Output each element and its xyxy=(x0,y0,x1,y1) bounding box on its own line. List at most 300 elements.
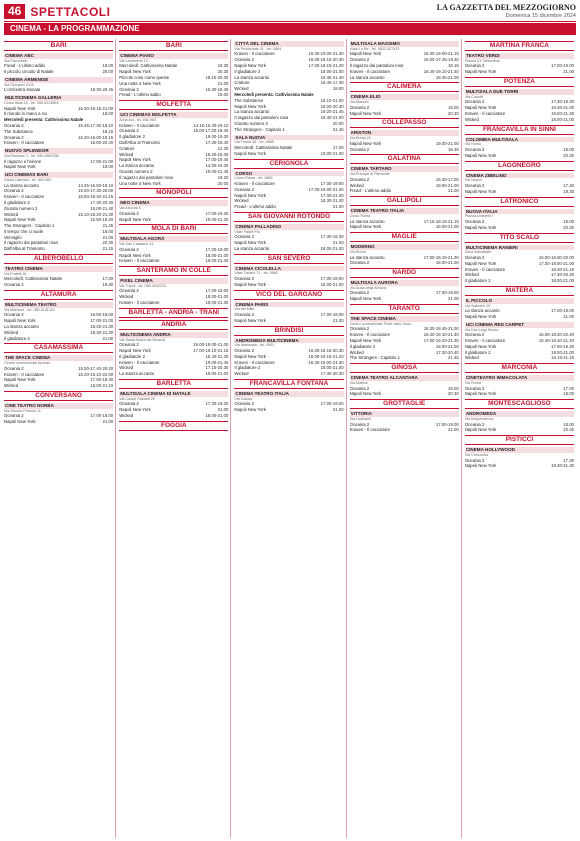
city-heading: SAN GIOVANNI ROTONDO xyxy=(234,212,343,222)
showtimes: 19.00-21.00 xyxy=(205,371,229,377)
film-title: Vermiglio xyxy=(4,234,22,240)
showtimes: 14.15-16.40-19.10 xyxy=(193,122,229,128)
cinema-address: Via Tripoli - tel. 080.3032333 xyxy=(119,283,167,288)
film-title: Napoli New York xyxy=(119,252,151,258)
film-title: Il gladiatore 2 xyxy=(464,349,491,355)
film-title: Wicked xyxy=(349,182,364,188)
cinema-address: Piazza Umberto I xyxy=(464,214,494,219)
film-title: Fread - L'ultimo addio xyxy=(349,188,392,194)
showtimes: 18.40-21.30 xyxy=(205,353,229,359)
showtimes: 21.00 xyxy=(102,419,114,425)
film-row xyxy=(234,282,343,288)
film-row xyxy=(465,225,574,231)
showtimes: 21.00 xyxy=(332,317,344,323)
showtimes: 17.00-21.00 xyxy=(90,318,114,324)
film-title: Il tempo che ci vuole xyxy=(4,228,44,234)
showtimes: 20.30 xyxy=(448,391,459,397)
cinema-name: MULTICINEMA GALLERIA xyxy=(4,95,113,101)
cinema-name: ANDROMEDA xyxy=(465,411,574,417)
showtimes: 18.00 xyxy=(448,385,459,391)
showtimes: 17.00-19.40 xyxy=(90,377,114,383)
film-title: Wicked xyxy=(234,198,249,204)
film-title: Kraven - Il cacciatore xyxy=(119,300,160,306)
showtimes: 18.00-21.00 xyxy=(320,365,344,371)
cinema-address: Via Ciccotti xyxy=(464,94,484,99)
film-title: Oceania 2 xyxy=(234,57,254,63)
film-row xyxy=(119,300,228,306)
film-title: Il gladiatore 2 xyxy=(4,335,30,341)
showtimes: 14.25-16.50-19.10 xyxy=(78,182,114,188)
showtimes: 20.30 xyxy=(563,152,575,158)
film-row xyxy=(119,92,228,98)
event-line: Mercoledì presenta: Cattivissima Natale xyxy=(234,91,314,97)
film-row xyxy=(465,391,574,397)
film-title: Wicked xyxy=(119,413,134,419)
film-title: Napoli New York xyxy=(234,103,266,109)
cinema-name: CINEMA TEATRO ITALIA xyxy=(350,208,459,214)
showtimes: 18.45-21.30 xyxy=(90,324,114,330)
film-title: Kraven - Il cacciatore xyxy=(349,427,390,433)
city-heading: ANDRIA xyxy=(119,320,228,330)
film-title: Kraven - Il cacciatore xyxy=(119,258,160,264)
film-title: Napoli New York xyxy=(464,463,497,469)
showtimes: 17.30 xyxy=(563,182,575,188)
cinema-address: Viale Lo Re - tel. 0832.307433 xyxy=(349,46,400,51)
cinema-address: Via Mazzini xyxy=(349,100,369,105)
cinema-name: MULTISALA DUE TORRI xyxy=(465,89,574,95)
city-heading: GALATINA xyxy=(350,154,459,164)
film-title: Napoli New York xyxy=(4,164,36,170)
film-row xyxy=(350,75,459,81)
cinema-address: Corso Roma - tel. 0885 xyxy=(234,176,273,181)
film-title: Oceania 2 xyxy=(349,385,370,391)
showtimes: 21.00 xyxy=(448,188,459,194)
film-title: Napoli New York xyxy=(4,377,36,383)
showtimes: 18.00-21.00 xyxy=(205,294,229,300)
film-row xyxy=(465,355,574,361)
showtimes: 19.00-21.00 xyxy=(320,150,344,156)
showtimes: 17.00-19.00 xyxy=(205,246,229,252)
film-title: Napoli New York xyxy=(349,140,382,146)
cinema-address: Zona Asi - tel. 892.960 xyxy=(119,117,157,122)
showtimes: 17.00-19.10-21.15 xyxy=(193,348,229,354)
film-title: Napoli New York xyxy=(464,391,497,397)
cinema-address: Via Roma xyxy=(464,381,481,386)
showtimes: 18.00 xyxy=(332,86,344,92)
film-title: Napoli New York xyxy=(349,224,382,230)
film-title: Kraven - Il cacciatore xyxy=(464,266,506,272)
city-heading: MONOPOLI xyxy=(119,188,228,198)
film-title: Napoli New York xyxy=(349,338,382,344)
showtimes: 18.00-21.00 xyxy=(435,224,459,230)
showtimes: 16.30-19.00-21.30 xyxy=(308,51,344,57)
showtimes: 16.00-18.40-21.15 xyxy=(78,194,114,200)
city-heading: LATRONICO xyxy=(465,197,574,207)
showtimes: 21.00 xyxy=(448,427,459,433)
film-title: Giurato numero 2 xyxy=(234,120,268,126)
showtimes: 18.00-21.00 xyxy=(205,413,229,419)
film-row xyxy=(350,111,459,117)
showtimes: 20.30 xyxy=(563,427,575,433)
cinema-name: THE SPACE CINEMA xyxy=(350,316,459,322)
showtimes: 17.00-19.00 xyxy=(551,63,575,69)
showtimes: 15.00-17.40-20.20 xyxy=(78,365,114,371)
showtimes: 17.00-19.00 xyxy=(320,276,344,282)
film-title: Napoli New York xyxy=(234,62,266,68)
film-row xyxy=(350,224,459,230)
film-row xyxy=(234,371,343,377)
film-title: Oceania 2 xyxy=(234,348,254,354)
film-title: Oceania 2 xyxy=(464,218,485,224)
film-title: Napoli New York xyxy=(4,419,36,425)
film-title: Oceania 2 xyxy=(4,413,24,419)
film-title: Oceania 2 xyxy=(349,421,370,427)
showtimes: 18.15 xyxy=(102,128,114,134)
cinema-name: MULTISALA MASSIMO xyxy=(350,41,459,47)
film-title: Oceania 2 xyxy=(4,312,24,318)
cinema-name: SALA NUOVA xyxy=(234,135,343,141)
film-title: Napoli New York xyxy=(119,216,151,222)
cinema-address: Via Giovanni XXIII xyxy=(4,82,34,87)
cinema-address: Via Matrice xyxy=(349,381,368,386)
city-heading: MOLFETTA xyxy=(119,100,228,110)
film-row xyxy=(4,140,113,146)
film-title: Oceania 2 xyxy=(349,260,370,266)
film-title: Wicked xyxy=(4,329,19,335)
showtimes: 18.30-21.15 xyxy=(551,266,575,272)
showtimes: 16.50-19.00 xyxy=(90,312,114,318)
film-title: Napoli New York xyxy=(119,69,151,75)
showtimes: 18.00 xyxy=(563,146,575,152)
film-row xyxy=(4,383,113,389)
city-heading: BARLETTA - ANDRIA - TRANI xyxy=(119,308,228,318)
film-title: Oceania 2 xyxy=(464,63,485,69)
showtimes: 21.00 xyxy=(217,407,229,413)
showtimes: 18.00-21.00 xyxy=(551,116,575,122)
film-title: Oceania 2 xyxy=(119,210,139,216)
showtimes: 18.30 xyxy=(217,63,229,69)
cinema-address: Via Roma xyxy=(464,142,481,147)
film-title: Napoli New York xyxy=(234,281,266,287)
film-row xyxy=(4,164,113,170)
cinema-name: CINEMA PIANO xyxy=(119,53,228,59)
film-title: Napoli New York xyxy=(464,260,497,266)
film-row xyxy=(465,153,574,159)
film-title: Fread - L'ultimo addio xyxy=(4,63,46,69)
cinema-name: CINEMA CICOLELLA xyxy=(234,266,343,272)
showtimes: 21.00 xyxy=(332,240,344,246)
film-title: Mercoledì: Cattivissima Natale xyxy=(4,276,63,282)
film-title: La stanza accanto xyxy=(349,218,385,224)
showtimes: 16.40-19.10-21.40 xyxy=(538,338,575,344)
cinema-name: THE SPACE CINEMA xyxy=(4,355,113,361)
film-title: Kraven - Il cacciatore xyxy=(234,51,275,57)
film-row xyxy=(465,427,574,433)
cinema-address: Corso Italia 15 - tel. 080.5214563 xyxy=(4,100,59,105)
showtimes: 21.45 xyxy=(102,223,114,229)
film-title: Oceania 2 xyxy=(464,421,485,427)
cinema-address: Via Caduti Fascisti 29 xyxy=(119,396,155,401)
showtimes: 17.00 xyxy=(102,276,114,282)
cinema-name: UCI CINEMA RED CARPET xyxy=(465,322,574,328)
film-title: Il gladiatore 2 xyxy=(349,343,376,349)
showtimes: 18.00 xyxy=(563,218,575,224)
showtimes: 17.00-19.00-21.00 xyxy=(308,186,344,192)
showtimes: 17.30-20.30 xyxy=(320,371,344,377)
film-title: Napoli New York xyxy=(234,407,266,413)
cinema-address: Via Don Luigi Sturzo xyxy=(464,327,499,332)
city-heading: ALTAMURA xyxy=(4,290,113,300)
cinema-name: MULTICINEMA ANDRIA xyxy=(119,332,228,338)
cinema-address: Via Lamaveria 12 xyxy=(119,58,148,63)
cinema-name: ARISTON xyxy=(350,130,459,136)
cinema-address: Santa Caterina - tel. 892.960 xyxy=(4,177,52,182)
showtimes: 17.00-19.00 xyxy=(90,413,114,419)
showtimes: 17.00-19.00 xyxy=(435,290,459,296)
showtimes: 18.00-21.00 xyxy=(435,343,459,349)
city-heading: SANTERAMO IN COLLE xyxy=(119,266,228,276)
listing-columns xyxy=(4,39,576,838)
showtimes: 19.30 xyxy=(102,282,114,288)
showtimes: 18.00-21.10 xyxy=(90,383,114,389)
showtimes: 18.00-21.00 xyxy=(435,260,459,266)
film-title: Il mondo in mano a noi xyxy=(4,111,48,117)
city-heading: CERIGNOLA xyxy=(234,159,343,169)
showtimes: 19.00-21.45 xyxy=(205,168,229,174)
showtimes: 17.00-19.00 xyxy=(551,308,575,314)
showtimes: 17.00 xyxy=(332,144,344,150)
cinema-name: CINEMA TEATRO ITALIA xyxy=(234,391,343,397)
showtimes: 21.00 xyxy=(563,69,575,75)
film-row xyxy=(465,117,574,123)
showtimes: 16.00-18.20-20.40 xyxy=(538,332,575,338)
showtimes: 20.30 xyxy=(102,240,114,246)
film-title: Wicked xyxy=(119,294,134,300)
cinema-name: COLOMBIA MULTISALA xyxy=(465,137,574,143)
showtimes: 17.00-21.00 xyxy=(90,158,114,164)
film-row xyxy=(4,69,113,75)
film-row xyxy=(465,189,574,195)
showtimes: 18.00-21.00 xyxy=(320,245,344,251)
film-title: Oceania 2 xyxy=(464,457,485,463)
film-title: Una notte a New York xyxy=(119,80,161,86)
showtimes: 16.30-19.15-21.00 xyxy=(78,105,114,111)
showtimes: 16.40-19.10-21.40 xyxy=(423,332,459,338)
showtimes: 21.00 xyxy=(332,407,344,413)
showtimes: 18.15-21.15 xyxy=(551,355,575,361)
showtimes: 16.00-18.15-20.30 xyxy=(308,348,344,354)
listing-column xyxy=(350,39,462,838)
showtimes: 16.30-18.45 xyxy=(205,86,229,92)
showtimes: 21.00 xyxy=(448,296,459,302)
header-rule xyxy=(4,21,576,22)
film-title: Oceania 2 xyxy=(4,365,24,371)
showtimes: 20.30 xyxy=(448,110,459,116)
film-title: Oceania 2 xyxy=(4,134,24,140)
showtimes: 21.45 xyxy=(332,126,344,132)
film-title: Napoli New York xyxy=(464,188,497,194)
masthead xyxy=(437,4,576,20)
film-title: Napoli New York xyxy=(234,240,266,246)
film-title: Kraven - Il cacciatore xyxy=(349,332,390,338)
showtimes: 20.30 xyxy=(217,69,229,75)
showtimes: 19.20-21.45 xyxy=(320,109,344,115)
page-number: 46 xyxy=(4,4,25,19)
cinema-name: MULTISALA AGORÀ xyxy=(119,236,228,242)
showtimes: 16.40-19.10-21.40 xyxy=(423,68,459,74)
film-title: Oceania 2 xyxy=(349,176,370,182)
cinema-name: ANDROMEDA MULTICINEMA xyxy=(234,338,343,344)
showtimes: 21.30 xyxy=(217,145,229,151)
film-title: Oceania 2 xyxy=(464,146,485,152)
cinema-name: TEATRO VERDI xyxy=(465,53,574,59)
cinema-name: CINEMA ELIO xyxy=(350,94,459,100)
showtimes: 21.45 xyxy=(448,355,459,361)
film-title: Oceania 2 xyxy=(464,99,485,105)
showtimes: 17.30-19.30 xyxy=(205,401,229,407)
showtimes: 18.30-21.00 xyxy=(320,115,344,121)
film-title: Kraven - Il cacciatore xyxy=(464,338,506,344)
film-title: Oceania 2 xyxy=(119,86,139,92)
cinema-name: CINEMA TEATRO ALCANTARA xyxy=(350,375,459,381)
showtimes: 17.00-21.00 xyxy=(320,192,344,198)
film-title: Napoli New York xyxy=(464,69,497,75)
film-row xyxy=(350,427,459,433)
city-heading: GROTTAGLIE xyxy=(350,399,459,409)
listing-column xyxy=(119,39,231,838)
film-title: Piccole cose come queste xyxy=(119,74,170,80)
showtimes: 21.00 xyxy=(217,80,229,86)
showtimes: 21.00 xyxy=(102,335,114,341)
cinema-address: Via Rozzano 3 - tel. 080.5569786 xyxy=(4,153,59,158)
showtimes: 17.15-20.30 xyxy=(205,365,229,371)
showtimes: 16.00-19.00-21.00 xyxy=(193,342,229,348)
cinema-name: CINEMA TARTARO xyxy=(350,166,459,172)
film-row xyxy=(4,282,113,288)
showtimes: 18.00 xyxy=(102,63,114,69)
cinema-address: Via Roma xyxy=(349,249,366,254)
film-title: Napoli New York xyxy=(4,318,36,324)
city-heading: CALIMERA xyxy=(350,82,459,92)
film-row xyxy=(350,296,459,302)
film-title: Il piccolo circuito di Natale xyxy=(4,69,54,75)
showtimes: 17.00-19.20-21.30 xyxy=(423,338,459,344)
film-title: Oceania 2 xyxy=(119,401,139,407)
film-title: The Substance xyxy=(234,97,264,103)
film-row xyxy=(234,204,343,210)
cinema-address: Via Concordia xyxy=(464,453,488,458)
cinema-address: Centro commerciale Porte dello Jonio xyxy=(349,321,412,326)
city-heading: CASAMASSIMA xyxy=(4,343,113,353)
showtimes: 17.00-19.00 xyxy=(320,401,344,407)
showtimes: 15.10-18.20-21.30 xyxy=(78,211,114,217)
cinema-address: Via Sallustio 19 xyxy=(464,303,491,308)
film-title: Napoli New York xyxy=(464,152,497,158)
cinema-name: CINEMA ARMENISE xyxy=(4,77,113,83)
city-heading: SAN SEVERO xyxy=(234,254,343,264)
showtimes: 18.00 xyxy=(448,104,459,110)
film-title: Il ragazzo dai pantaloni rosa xyxy=(234,115,289,121)
cinema-name: CINEMA HOLLYWOOD xyxy=(465,447,574,453)
showtimes: 18.00-20.40 xyxy=(90,140,114,146)
film-title: La stanza accanto xyxy=(234,245,270,251)
film-title: Oceania 2 xyxy=(464,385,485,391)
showtimes: 18.00-21.00 xyxy=(205,252,229,258)
showtimes: 16.30-18.45-21.00 xyxy=(423,326,459,332)
showtimes: 17.30-19.30 xyxy=(551,99,575,105)
city-heading: GALLIPOLI xyxy=(350,196,459,206)
film-title: Napoli New York xyxy=(119,348,151,354)
film-row xyxy=(119,413,228,419)
showtimes: 17.00-19.15-21.20 xyxy=(308,62,344,68)
showtimes: 18.00-21.00 xyxy=(551,278,575,284)
cinema-name: UCI CINEMAS MOLFETTA xyxy=(119,112,228,118)
showtimes: 19.00-21.40 xyxy=(90,205,114,211)
film-title: Oceania 2 xyxy=(464,332,485,338)
city-heading: BARI xyxy=(4,41,113,51)
city-heading: FRANCAVILLA IN SINNI xyxy=(465,125,574,135)
film-title: Kraven - Il cacciatore xyxy=(4,140,45,146)
section-title: SPETTACOLI xyxy=(30,4,111,19)
film-title: Oceania 2 xyxy=(119,288,139,294)
event-line: Mercoledì presenta: Cattivissima Natale xyxy=(4,117,84,123)
cinema-name: CINEMA PALLADINO xyxy=(234,224,343,230)
film-title: Kraven - Il cacciatore xyxy=(119,122,160,128)
film-title: Napoli New York xyxy=(349,51,382,57)
city-heading: FOGGIA xyxy=(119,421,228,431)
showtimes: 19.00-21.30 xyxy=(205,258,229,264)
city-heading: MOLA DI BARI xyxy=(119,224,228,234)
film-title: La stanza accanto xyxy=(119,163,155,169)
cinema-address: Via Principe di Piemonte xyxy=(349,172,390,177)
film-title: Wicked xyxy=(4,383,19,389)
film-row xyxy=(4,336,113,342)
cinema-address: Via Pavoncelli xyxy=(4,58,28,63)
film-title: Oceania 2 xyxy=(234,276,254,282)
film-title: The Strangers - Capitolo 1 xyxy=(4,223,55,229)
film-title: Dall'Alba al Tramonto xyxy=(4,246,45,252)
city-heading: COLLEPASSO xyxy=(350,118,459,128)
showtimes: 16.30-18.00-19.15 xyxy=(78,134,114,140)
showtimes: 20.30 xyxy=(563,224,575,230)
cinema-address: Corso Roma xyxy=(349,213,371,218)
cinema-address: Via Napoli xyxy=(464,178,482,183)
film-row xyxy=(234,127,343,133)
film-title: Kraven - Il cacciatore xyxy=(4,194,45,200)
showtimes: 19.00-21.45 xyxy=(205,359,229,365)
cinema-name: UCI CINEMAS BARI xyxy=(4,172,113,178)
showtimes: 17.30-20.30 xyxy=(90,199,114,205)
film-row xyxy=(119,217,228,223)
showtimes: 19.00-21.00 xyxy=(435,182,459,188)
city-heading: CONVERSANO xyxy=(4,391,113,401)
cinema-name: MODERNO xyxy=(350,244,459,250)
showtimes: 15.20-18.30 xyxy=(205,151,229,157)
showtimes: 16.30-19.00-21.15 xyxy=(423,51,459,57)
showtimes: 17.00-19.00-21.00 xyxy=(538,260,575,266)
film-row xyxy=(465,69,574,75)
cinema-address: Via dei Mille xyxy=(234,307,255,312)
cinema-name: NEO CINEMA xyxy=(119,200,228,206)
film-row xyxy=(119,181,228,187)
cinema-name: MULTISALA CINEMA DI NATALE xyxy=(119,391,228,397)
cinema-address: Zona industriale xyxy=(464,250,492,255)
cinema-name: CINEMA ZIBELINO xyxy=(465,173,574,179)
showtimes: 18.30-21.30 xyxy=(90,329,114,335)
showtimes: 20.00 xyxy=(217,180,229,186)
film-title: Wicked xyxy=(4,211,19,217)
film-title: La stanza accanto xyxy=(234,74,270,80)
